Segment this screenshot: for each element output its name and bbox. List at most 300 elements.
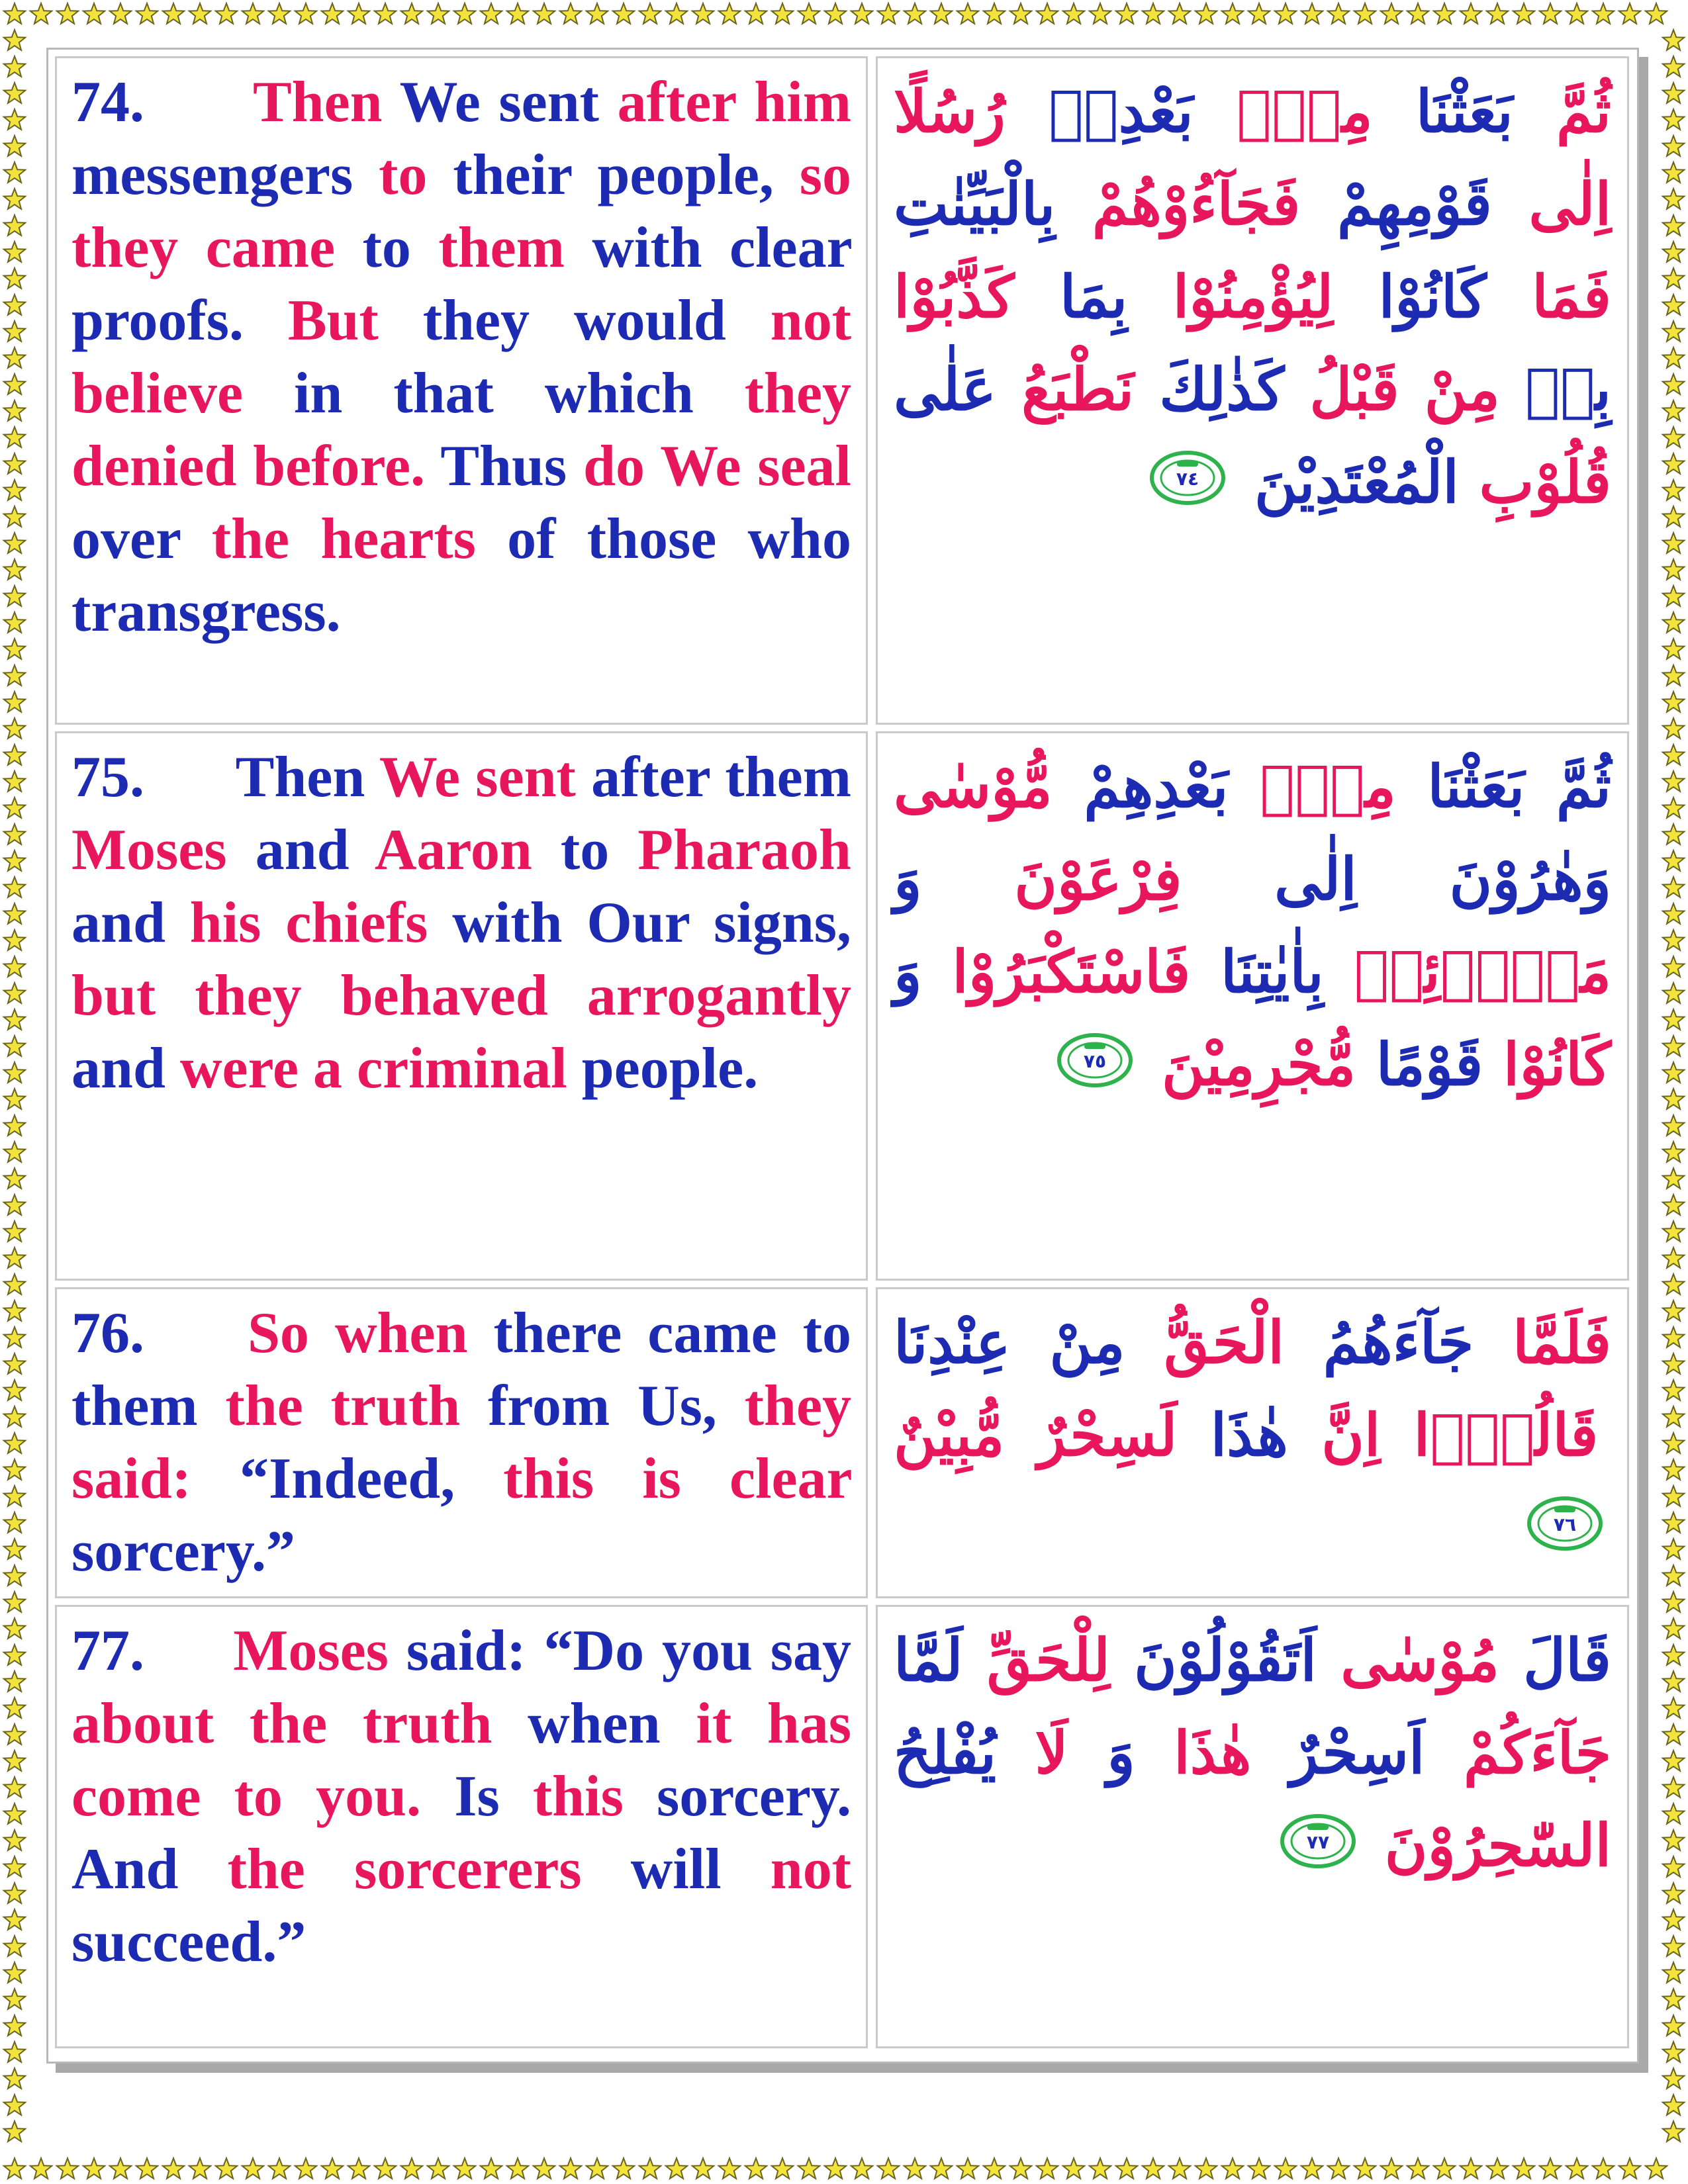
english-word: a — [313, 1036, 343, 1101]
border-star-icon — [1663, 189, 1684, 209]
border-star-icon — [1460, 2158, 1481, 2179]
english-word: the — [227, 1837, 305, 1901]
arabic-verse — [894, 65, 1611, 533]
border-star-icon — [4, 1698, 25, 1718]
border-star-icon — [4, 1062, 25, 1083]
english-word: about — [71, 1692, 214, 1756]
english-cell — [55, 731, 868, 1281]
arabic-word: بَعَثْنَا — [1415, 77, 1513, 146]
ayah-end-marker-icon — [1148, 441, 1227, 533]
english-word: truth — [330, 1374, 461, 1438]
border-star-icon — [772, 3, 793, 24]
english-word: said: — [406, 1619, 526, 1683]
border-star-icon — [4, 268, 25, 289]
english-word: clear — [729, 216, 852, 280]
border-star-icon — [401, 2158, 422, 2179]
border-star-icon — [4, 162, 25, 183]
ayah-end-marker-icon — [1278, 1804, 1358, 1897]
border-star-icon — [4, 374, 25, 394]
border-star-icon — [4, 2015, 25, 2036]
arabic-verse — [894, 1296, 1611, 1579]
border-star-icon — [1663, 1592, 1684, 1612]
border-star-icon — [1063, 2158, 1084, 2179]
border-star-icon — [560, 2158, 581, 2179]
english-word: say — [770, 1619, 852, 1683]
border-star-icon — [1646, 2158, 1667, 2179]
border-star-icon — [1196, 2158, 1217, 2179]
border-star-icon — [1663, 374, 1684, 394]
border-star-icon — [931, 2158, 952, 2179]
english-word: to — [362, 216, 411, 280]
border-star-icon — [1663, 533, 1684, 553]
arabic-word: مِنْ — [1049, 1308, 1125, 1377]
border-star-icon — [613, 3, 634, 24]
border-star-icon — [798, 3, 820, 24]
border-star-icon — [4, 1724, 25, 1745]
english-word: him — [754, 70, 852, 134]
border-star-icon — [1434, 3, 1455, 24]
english-word: before. — [253, 434, 426, 498]
arabic-word: فَجَآءُوْهُمْ — [1092, 169, 1301, 238]
border-star-icon — [4, 692, 25, 712]
arabic-word: مِنْۢ — [1237, 77, 1373, 146]
border-star-icon — [1663, 2015, 1684, 2036]
border-star-icon — [1663, 1406, 1684, 1427]
border-star-icon — [1328, 2158, 1349, 2179]
border-star-icon — [984, 2158, 1005, 2179]
border-star-icon — [1460, 3, 1481, 24]
arabic-word: عَلٰى — [894, 355, 996, 424]
border-star-icon — [348, 3, 369, 24]
english-word: to — [234, 1764, 283, 1829]
border-star-icon — [4, 480, 25, 500]
arabic-word: بَعَثْنَا — [1427, 752, 1525, 821]
border-star-icon — [1063, 3, 1084, 24]
border-star-icon — [1663, 427, 1684, 447]
border-star-icon — [1513, 3, 1534, 24]
english-translation — [71, 66, 851, 649]
english-word: signs, — [714, 891, 852, 955]
arabic-word: لَمَّا — [894, 1625, 963, 1694]
border-star-icon — [1663, 1883, 1684, 1903]
border-star-icon — [586, 3, 608, 24]
border-star-icon — [1487, 2158, 1508, 2179]
arabic-word: بَعْدِهٖ — [1049, 77, 1194, 146]
arabic-verse — [894, 1614, 1611, 1897]
english-word: come — [71, 1764, 201, 1829]
border-star-icon — [1663, 1539, 1684, 1559]
border-star-icon — [1566, 3, 1587, 24]
border-star-icon — [1619, 2158, 1640, 2179]
border-star-icon — [1663, 1803, 1684, 1824]
arabic-word: اَتَقُوْلُوْنَ — [1134, 1625, 1317, 1694]
arabic-word: بَعْدِهِمْ — [1084, 752, 1229, 821]
arabic-word: بِهٖ — [1524, 355, 1612, 424]
english-word: said: — [71, 1447, 191, 1511]
border-star-icon — [4, 1989, 25, 2009]
border-star-icon — [1663, 1380, 1684, 1400]
border-star-icon — [4, 956, 25, 977]
arabic-word: مُّبِيْنٌ — [894, 1400, 1005, 1469]
border-star-icon — [1619, 3, 1640, 24]
border-star-icon — [825, 3, 846, 24]
verse-number: 77. — [71, 1619, 144, 1683]
border-star-icon — [83, 3, 105, 24]
english-word: were — [179, 1036, 299, 1101]
border-star-icon — [4, 639, 25, 659]
border-star-icon — [1354, 2158, 1376, 2179]
arabic-word: ثُمَّ — [1556, 77, 1612, 146]
border-star-icon — [692, 3, 714, 24]
border-star-icon — [1663, 665, 1684, 686]
border-star-icon — [110, 2158, 131, 2179]
english-word: it — [696, 1692, 732, 1756]
border-star-icon — [295, 3, 316, 24]
arabic-word: مُّوْسٰى — [894, 752, 1053, 821]
border-star-icon — [560, 3, 581, 24]
verse-table — [46, 48, 1639, 2064]
border-star-icon — [4, 797, 25, 818]
border-star-icon — [1663, 718, 1684, 739]
border-star-icon — [216, 3, 237, 24]
border-star-icon — [1663, 1009, 1684, 1030]
arabic-word: لِيُؤْمِنُوْا — [1172, 262, 1334, 331]
border-star-icon — [1407, 3, 1429, 24]
border-star-icon — [1663, 30, 1684, 50]
english-word: denied — [71, 434, 237, 498]
english-word: sent — [498, 70, 599, 134]
border-star-icon — [163, 3, 184, 24]
border-star-icon — [4, 347, 25, 368]
border-star-icon — [1663, 612, 1684, 633]
border-star-icon — [428, 3, 449, 24]
english-word: you — [661, 1619, 753, 1683]
border-star-icon — [1301, 2158, 1323, 2179]
border-star-icon — [189, 2158, 211, 2179]
border-star-icon — [1663, 1274, 1684, 1295]
arabic-word: مُّجْرِمِيْنَ — [1161, 1030, 1356, 1099]
english-word: behaved — [340, 964, 548, 1028]
english-word: chiefs — [285, 891, 428, 955]
border-star-icon — [454, 2158, 475, 2179]
english-word: not — [770, 1837, 852, 1901]
border-star-icon — [242, 3, 263, 24]
english-word: so — [799, 143, 852, 207]
border-star-icon — [4, 1221, 25, 1242]
border-star-icon — [481, 3, 502, 24]
border-star-icon — [719, 2158, 740, 2179]
border-star-icon — [1010, 2158, 1031, 2179]
arabic-word: الْحَقُّ — [1164, 1308, 1284, 1377]
border-star-icon — [639, 2158, 661, 2179]
border-star-icon — [878, 3, 899, 24]
border-star-icon — [1222, 2158, 1243, 2179]
border-star-icon — [1663, 109, 1684, 130]
arabic-word: فَمَا — [1532, 262, 1611, 331]
border-star-icon — [1248, 2158, 1270, 2179]
border-star-icon — [1663, 1486, 1684, 1506]
border-star-icon — [1663, 1962, 1684, 1983]
border-star-icon — [481, 2158, 502, 2179]
border-star-icon — [1010, 3, 1031, 24]
arabic-cell — [876, 1287, 1629, 1598]
border-star-icon — [1663, 1565, 1684, 1586]
border-star-icon — [242, 2158, 263, 2179]
english-translation — [71, 741, 851, 1105]
english-word: We — [660, 434, 741, 498]
border-star-icon — [878, 2158, 899, 2179]
english-cell — [55, 1287, 868, 1598]
border-star-icon — [375, 2158, 396, 2179]
border-star-icon — [586, 2158, 608, 2179]
english-word: and — [71, 891, 165, 955]
arabic-cell — [876, 1605, 1629, 2048]
english-word: they — [71, 216, 179, 280]
english-word: And — [71, 1837, 179, 1901]
border-star-icon — [322, 3, 343, 24]
border-star-icon — [57, 3, 78, 24]
border-star-icon — [4, 1380, 25, 1400]
border-star-icon — [957, 3, 978, 24]
border-star-icon — [1663, 295, 1684, 315]
border-star-icon — [269, 3, 290, 24]
border-star-icon — [4, 1300, 25, 1321]
border-star-icon — [4, 189, 25, 209]
english-word: do — [583, 434, 645, 498]
border-star-icon — [1663, 321, 1684, 341]
border-star-icon — [4, 1962, 25, 1983]
arabic-word: ثُمَّ — [1556, 752, 1611, 821]
border-star-icon — [428, 2158, 449, 2179]
border-star-icon — [4, 1433, 25, 1453]
border-star-icon — [1143, 2158, 1164, 2179]
border-star-icon — [1593, 3, 1614, 24]
english-word: sorcery.” — [71, 1520, 296, 1584]
arabic-word: السّٰحِرُوْنَ — [1384, 1811, 1611, 1880]
english-word: is — [642, 1447, 681, 1511]
border-star-icon — [666, 3, 687, 24]
arabic-word: مِنْ — [1424, 355, 1500, 424]
border-star-icon — [1663, 400, 1684, 421]
arabic-word: اِنَّ — [1321, 1400, 1381, 1469]
border-star-icon — [1663, 215, 1684, 236]
english-word: them — [438, 216, 565, 280]
border-star-icon — [295, 2158, 316, 2179]
border-star-icon — [1540, 2158, 1561, 2179]
arabic-word: يُفْلِحُ — [894, 1718, 996, 1787]
border-star-icon — [83, 2158, 105, 2179]
border-star-icon — [4, 1486, 25, 1506]
english-word: they — [422, 289, 530, 353]
verse-number: 75. — [71, 745, 144, 809]
border-star-icon — [1663, 1645, 1684, 1665]
arabic-word: وَ — [894, 937, 922, 1006]
english-word: when — [528, 1692, 661, 1756]
border-star-icon — [1663, 1459, 1684, 1480]
english-word: Our — [586, 891, 690, 955]
ayah-number: ٧٧ — [1307, 1831, 1330, 1853]
english-word: We — [379, 745, 461, 809]
border-star-icon — [1593, 2158, 1614, 2179]
arabic-word: بِمَا — [1060, 262, 1128, 331]
english-word: their — [453, 143, 572, 207]
border-star-icon — [1663, 586, 1684, 606]
border-star-icon — [1663, 1512, 1684, 1533]
border-star-icon — [4, 930, 25, 950]
border-star-icon — [4, 400, 25, 421]
border-star-icon — [4, 1830, 25, 1850]
english-word: will — [630, 1837, 722, 1901]
english-word: messengers — [71, 143, 353, 207]
arabic-word: عِنْدِنَا — [894, 1308, 1011, 1377]
border-star-icon — [4, 983, 25, 1003]
arabic-word: مِنْۢ — [1260, 752, 1396, 821]
english-word: who — [747, 507, 851, 571]
border-star-icon — [4, 877, 25, 897]
english-word: We — [399, 70, 481, 134]
border-star-icon — [4, 1142, 25, 1162]
arabic-word: قَوْمِهِمْ — [1336, 169, 1492, 238]
border-star-icon — [1663, 1989, 1684, 2009]
border-star-icon — [1407, 2158, 1429, 2179]
border-star-icon — [1663, 1089, 1684, 1109]
arabic-word: فَاسْتَكْبَرُوْا — [952, 937, 1191, 1006]
english-word: sorcerers — [353, 1837, 582, 1901]
arabic-word: نَطْبَعُ — [1021, 355, 1135, 424]
border-star-icon — [904, 3, 925, 24]
english-word: proofs. — [71, 289, 244, 353]
ayah-end-marker-icon — [1525, 1486, 1605, 1579]
border-star-icon — [1663, 136, 1684, 156]
border-star-icon — [4, 83, 25, 103]
english-word: of — [507, 507, 556, 571]
border-star-icon — [4, 1036, 25, 1056]
english-word: has — [767, 1692, 852, 1756]
verse-row-74 — [55, 56, 1629, 725]
english-word: “Indeed, — [240, 1447, 455, 1511]
border-star-icon — [1663, 1353, 1684, 1374]
english-word: clear — [729, 1447, 852, 1511]
border-star-icon — [4, 850, 25, 871]
english-word: from — [488, 1374, 610, 1438]
border-star-icon — [4, 1168, 25, 1189]
border-star-icon — [4, 1909, 25, 1930]
border-star-icon — [1663, 639, 1684, 659]
english-word: Moses — [233, 1619, 389, 1683]
border-star-icon — [163, 2158, 184, 2179]
english-word: Pharaoh — [637, 818, 851, 882]
english-word: the — [211, 507, 290, 571]
english-word: with — [452, 891, 563, 955]
border-star-icon — [1275, 3, 1296, 24]
border-star-icon — [269, 2158, 290, 2179]
english-word: sent — [475, 745, 576, 809]
border-star-icon — [613, 2158, 634, 2179]
border-star-icon — [4, 771, 25, 792]
border-star-icon — [1037, 3, 1058, 24]
border-star-icon — [1663, 1221, 1684, 1242]
border-star-icon — [1663, 2095, 1684, 2115]
english-word: Us, — [637, 1374, 717, 1438]
arabic-word: قَالُوْۤا — [1413, 1400, 1599, 1469]
border-star-icon — [4, 136, 25, 156]
english-word: people, — [597, 143, 774, 207]
arabic-word: مَلَا۟ئِهٖ — [1354, 937, 1612, 1006]
english-word: Is — [454, 1764, 500, 1829]
border-star-icon — [1090, 3, 1111, 24]
border-star-icon — [1663, 1168, 1684, 1189]
arabic-verse — [894, 740, 1611, 1116]
border-star-icon — [1663, 1433, 1684, 1453]
english-word: in — [293, 361, 343, 426]
border-star-icon — [1663, 824, 1684, 844]
border-star-icon — [1328, 3, 1349, 24]
arabic-word: رُسُلًا — [894, 77, 1006, 146]
english-word: and — [255, 818, 350, 882]
border-star-icon — [1663, 56, 1684, 77]
border-star-icon — [4, 1459, 25, 1480]
arabic-word: مُوْسٰى — [1340, 1625, 1499, 1694]
border-star-icon — [1663, 1777, 1684, 1797]
border-star-icon — [1663, 930, 1684, 950]
arabic-word: هٰذَا — [1174, 1718, 1252, 1787]
border-star-icon — [4, 1327, 25, 1347]
arabic-word: اِلٰى — [1274, 844, 1357, 913]
border-star-icon — [745, 3, 767, 24]
border-star-icon — [1663, 692, 1684, 712]
border-star-icon — [1663, 347, 1684, 368]
english-word: hearts — [320, 507, 476, 571]
border-star-icon — [1663, 1327, 1684, 1347]
border-star-icon — [348, 2158, 369, 2179]
english-word: truth — [362, 1692, 492, 1756]
border-star-icon — [1248, 3, 1270, 24]
ayah-number: ٧٥ — [1084, 1050, 1107, 1072]
border-star-icon — [4, 1936, 25, 1956]
arabic-word: اِلٰى — [1528, 169, 1612, 238]
border-star-icon — [1275, 2158, 1296, 2179]
border-star-icon — [4, 215, 25, 236]
border-star-icon — [4, 2158, 25, 2179]
border-star-icon — [1196, 3, 1217, 24]
border-star-icon — [4, 242, 25, 262]
english-word: and — [71, 1036, 165, 1101]
english-word: Thus — [440, 434, 567, 498]
border-star-icon — [1663, 850, 1684, 871]
english-word: came — [647, 1301, 777, 1365]
english-word: when — [334, 1301, 468, 1365]
border-star-icon — [4, 30, 25, 50]
border-star-icon — [4, 1803, 25, 1824]
english-word: they — [744, 1374, 852, 1438]
arabic-word: فَلَمَّا — [1513, 1308, 1611, 1377]
english-word: would — [573, 289, 726, 353]
border-star-icon — [1037, 2158, 1058, 2179]
english-word: Then — [252, 70, 383, 134]
english-cell — [55, 1605, 868, 2048]
border-star-icon — [4, 1353, 25, 1374]
border-star-icon — [1663, 83, 1684, 103]
border-star-icon — [666, 2158, 687, 2179]
border-star-icon — [1663, 983, 1684, 1003]
border-star-icon — [1663, 1724, 1684, 1745]
english-word: there — [493, 1301, 622, 1365]
border-star-icon — [904, 2158, 925, 2179]
border-star-icon — [1663, 242, 1684, 262]
border-star-icon — [4, 1115, 25, 1136]
arabic-word: اَسِحْرٌ — [1289, 1718, 1425, 1787]
border-star-icon — [4, 1645, 25, 1665]
